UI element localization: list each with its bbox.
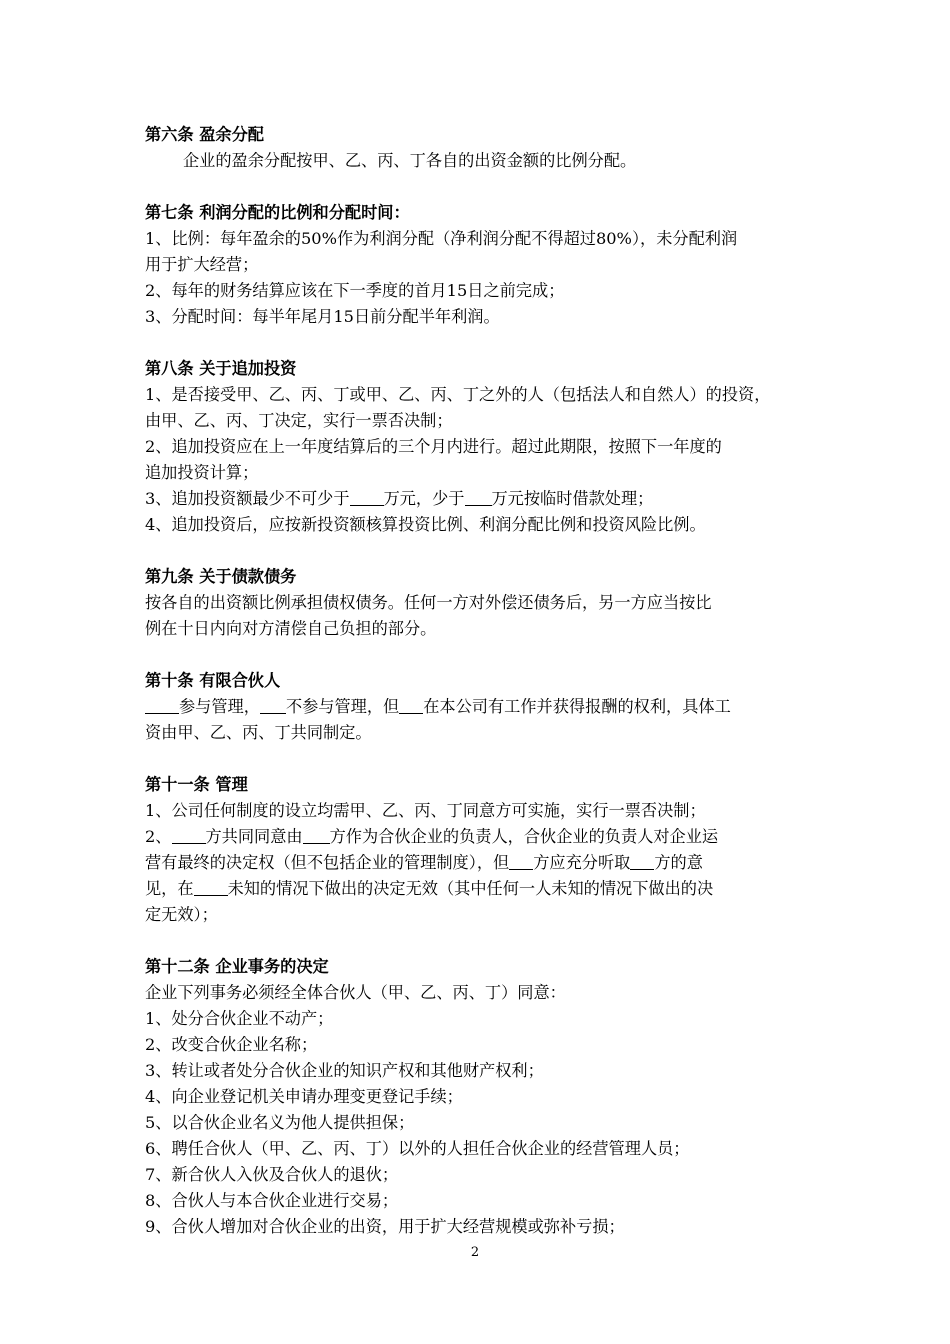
paragraph-line xyxy=(145,694,815,720)
fill-in-blank xyxy=(399,712,423,714)
list-item: 1、处分合伙企业不动产； xyxy=(145,1009,334,1028)
article-heading: 第十条 有限合伙人 xyxy=(145,671,281,690)
list-item: 8、合伙人与本合伙企业进行交易； xyxy=(145,1191,399,1210)
list-item: 3、转让或者处分合伙企业的知识产权和其他财产权利； xyxy=(145,1061,544,1080)
text-segment: 方应充分听取 xyxy=(533,853,631,872)
text-segment: 方的意 xyxy=(654,853,703,872)
text-segment: 3、追加投资额最少不可少于 xyxy=(145,489,350,508)
text-segment: 方作为合伙企业的负责人，合伙企业的负责人对企业运 xyxy=(329,827,719,846)
article-heading: 第十一条 管理 xyxy=(145,775,248,794)
article-11 xyxy=(145,772,815,928)
paragraph-line: 例在十日内向对方清偿自己负担的部分。 xyxy=(145,619,437,638)
list-item: 9、合伙人增加对合伙企业的出资，用于扩大经营规模或弥补亏损； xyxy=(145,1217,625,1236)
text-segment: 2、 xyxy=(145,827,172,846)
list-item: 4、向企业登记机关申请办理变更登记手续； xyxy=(145,1087,463,1106)
paragraph-line xyxy=(145,850,815,876)
paragraph-line xyxy=(145,486,815,512)
fill-in-blank xyxy=(172,842,206,844)
paragraph-line: 2、每年的财务结算应该在下一季度的首月15日之前完成； xyxy=(145,281,565,300)
article-7 xyxy=(145,200,815,330)
text-segment: 营有最终的决定权（但不包括企业的管理制度），但 xyxy=(145,853,510,872)
text-segment: 万元，少于 xyxy=(383,489,465,508)
fill-in-blank xyxy=(194,894,228,896)
paragraph-line: 1、是否接受甲、乙、丙、丁或甲、乙、丙、丁之外的人（包括法人和自然人）的投资， xyxy=(145,385,771,404)
text-segment: 方共同同意由 xyxy=(205,827,303,846)
article-heading: 第十二条 企业事务的决定 xyxy=(145,957,329,976)
text-segment: 参与管理， xyxy=(179,697,260,716)
paragraph-line: 4、追加投资后，应按新投资额核算投资比例、利润分配比例和投资风险比例。 xyxy=(145,515,706,534)
paragraph-line: 1、公司任何制度的设立均需甲、乙、丙、丁同意方可实施，实行一票否决制； xyxy=(145,801,706,820)
text-segment: 见，在 xyxy=(145,879,194,898)
fill-in-blank xyxy=(509,868,533,870)
list-item: 6、聘任合伙人（甲、乙、丙、丁）以外的人担任合伙企业的经营管理人员； xyxy=(145,1139,690,1158)
paragraph-line xyxy=(145,876,815,902)
page-number: 2 xyxy=(470,1245,480,1260)
article-heading: 第七条 利润分配的比例和分配时间： xyxy=(145,203,410,222)
text-segment: 不参与管理，但 xyxy=(285,697,400,716)
paragraph-line: 用于扩大经营； xyxy=(145,255,259,274)
list-item: 7、新合伙人入伙及合伙人的退伙； xyxy=(145,1165,399,1184)
list-item: 2、改变合伙企业名称； xyxy=(145,1035,318,1054)
paragraph-line: 1、比例：每年盈余的50%作为利润分配（净利润分配不得超过80%），未分配利润 xyxy=(145,229,738,248)
article-heading: 第八条 关于追加投资 xyxy=(145,359,297,378)
paragraph-line xyxy=(145,824,815,850)
fill-in-blank xyxy=(145,712,179,714)
text-segment: 在本公司有工作并获得报酬的权利，具体工 xyxy=(423,697,731,716)
fill-in-blank xyxy=(630,868,654,870)
fill-in-blank xyxy=(303,842,330,844)
paragraph-line: 按各自的出资额比例承担债权债务。任何一方对外偿还债务后，另一方应当按比 xyxy=(145,593,712,612)
document-body xyxy=(145,122,815,1266)
article-9 xyxy=(145,564,815,642)
article-heading: 第九条 关于债款债务 xyxy=(145,567,297,586)
article-heading: 第六条 盈余分配 xyxy=(145,125,264,144)
text-segment: 未知的情况下做出的决定无效（其中任何一人未知的情况下做出的决 xyxy=(227,879,714,898)
fill-in-blank xyxy=(465,504,492,506)
fill-in-blank xyxy=(350,504,384,506)
paragraph-line: 企业下列事务必须经全体合伙人（甲、乙、丙、丁）同意： xyxy=(145,983,566,1002)
article-10 xyxy=(145,668,815,746)
article-8 xyxy=(145,356,815,538)
list-item: 5、以合伙企业名义为他人提供担保； xyxy=(145,1113,415,1132)
paragraph-line: 资由甲、乙、丙、丁共同制定。 xyxy=(145,723,372,742)
paragraph-line: 2、追加投资应在上一年度结算后的三个月内进行。超过此期限，按照下一年度的 xyxy=(145,437,722,456)
article-12 xyxy=(145,954,815,1240)
paragraph-line: 追加投资计算； xyxy=(145,463,259,482)
paragraph: 企业的盈余分配按甲、乙、丙、丁各自的出资金额的比例分配。 xyxy=(183,151,637,170)
paragraph-line: 由甲、乙、丙、丁决定，实行一票否决制； xyxy=(145,411,453,430)
paragraph-line: 3、分配时间：每半年尾月15日前分配半年利润。 xyxy=(145,307,500,326)
paragraph-line: 定无效）； xyxy=(145,905,218,924)
fill-in-blank xyxy=(260,712,286,714)
text-segment: 万元按临时借款处理； xyxy=(491,489,654,508)
article-6 xyxy=(145,122,815,174)
